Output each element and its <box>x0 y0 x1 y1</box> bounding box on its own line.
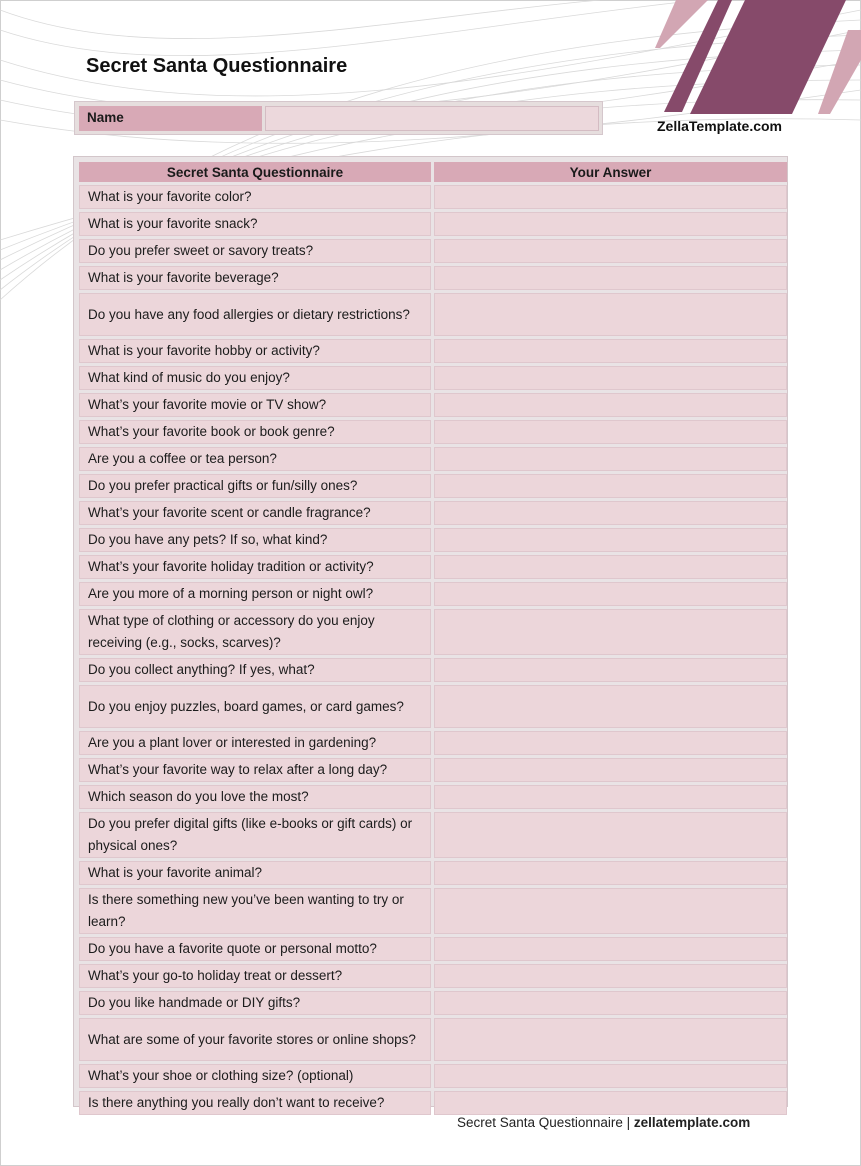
questionnaire-table-container <box>73 156 788 1110</box>
question-cell: What’s your shoe or clothing size? (optional) <box>79 1064 431 1088</box>
answer-cell[interactable] <box>434 528 787 552</box>
question-cell: Is there anything you really don’t want to receive? <box>79 1091 431 1115</box>
question-cell: What are some of your favorite stores or online shops? <box>79 1018 431 1061</box>
table-row <box>79 1018 787 1061</box>
table-row <box>79 474 787 498</box>
question-cell: Do you collect anything? If yes, what? <box>79 658 431 682</box>
table-row <box>79 991 787 1015</box>
answer-cell[interactable] <box>434 812 787 858</box>
answer-cell[interactable] <box>434 888 787 934</box>
answer-cell[interactable] <box>434 239 787 263</box>
table-row <box>79 888 787 934</box>
answer-cell[interactable] <box>434 1091 787 1115</box>
table-row <box>79 685 787 728</box>
table-row <box>79 366 787 390</box>
answer-cell[interactable] <box>434 185 787 209</box>
answer-cell[interactable] <box>434 785 787 809</box>
name-input[interactable] <box>265 106 599 131</box>
footer-website: zellatemplate.com <box>633 1115 751 1130</box>
table-row <box>79 212 787 236</box>
name-label: Name <box>79 106 262 131</box>
answer-cell[interactable] <box>434 609 787 655</box>
question-cell: Do you prefer digital gifts (like e-books or gift cards) or physical ones? <box>79 812 431 858</box>
answer-cell[interactable] <box>434 366 787 390</box>
question-cell: What type of clothing or accessory do you enjoy receiving (e.g., socks, scarves)? <box>79 609 431 655</box>
table-row <box>79 528 787 552</box>
answer-cell[interactable] <box>434 861 787 885</box>
table-row <box>79 731 787 755</box>
answer-cell[interactable] <box>434 1018 787 1061</box>
table-row <box>79 555 787 579</box>
question-cell: Do you have a favorite quote or personal motto? <box>79 937 431 961</box>
question-column-header: Secret Santa Questionnaire <box>79 162 431 182</box>
document-title: Secret Santa Questionnaire <box>86 55 348 77</box>
table-row <box>79 185 787 209</box>
answer-cell[interactable] <box>434 339 787 363</box>
question-cell: What is your favorite color? <box>79 185 431 209</box>
answer-cell[interactable] <box>434 964 787 988</box>
question-cell: Are you a coffee or tea person? <box>79 447 431 471</box>
question-cell: Is there something new you’ve been wanting to try or learn? <box>79 888 431 934</box>
table-row <box>79 420 787 444</box>
name-section <box>74 101 603 135</box>
table-row <box>79 293 787 336</box>
question-cell: Do you enjoy puzzles, board games, or card games? <box>79 685 431 728</box>
question-cell: Do you have any pets? If so, what kind? <box>79 528 431 552</box>
question-cell: Are you more of a morning person or night owl? <box>79 582 431 606</box>
answer-cell[interactable] <box>434 758 787 782</box>
question-cell: What’s your favorite book or book genre? <box>79 420 431 444</box>
table-row <box>79 1064 787 1088</box>
question-cell: What’s your favorite holiday tradition or activity? <box>79 555 431 579</box>
table-row <box>79 964 787 988</box>
answer-cell[interactable] <box>434 582 787 606</box>
question-cell: What’s your favorite movie or TV show? <box>79 393 431 417</box>
table-row <box>79 239 787 263</box>
question-cell: What’s your go-to holiday treat or dessert? <box>79 964 431 988</box>
question-cell: Do you prefer practical gifts or fun/silly ones? <box>79 474 431 498</box>
table-row <box>79 609 787 655</box>
question-cell: Do you have any food allergies or dietary restrictions? <box>79 293 431 336</box>
table-row <box>79 266 787 290</box>
table-row <box>79 393 787 417</box>
table-header-row <box>79 162 787 182</box>
question-cell: What is your favorite animal? <box>79 861 431 885</box>
answer-cell[interactable] <box>434 501 787 525</box>
table-row <box>79 339 787 363</box>
table-row <box>79 658 787 682</box>
answer-cell[interactable] <box>434 212 787 236</box>
question-cell: What’s your favorite way to relax after a long day? <box>79 758 431 782</box>
question-cell: What is your favorite hobby or activity? <box>79 339 431 363</box>
answer-cell[interactable] <box>434 731 787 755</box>
question-cell: Are you a plant lover or interested in gardening? <box>79 731 431 755</box>
answer-column-header: Your Answer <box>434 162 787 182</box>
question-cell: Do you prefer sweet or savory treats? <box>79 239 431 263</box>
questionnaire-table <box>76 159 790 1118</box>
table-row <box>79 812 787 858</box>
table-row <box>79 861 787 885</box>
answer-cell[interactable] <box>434 420 787 444</box>
answer-cell[interactable] <box>434 293 787 336</box>
answer-cell[interactable] <box>434 658 787 682</box>
answer-cell[interactable] <box>434 555 787 579</box>
question-cell: Which season do you love the most? <box>79 785 431 809</box>
answer-cell[interactable] <box>434 266 787 290</box>
answer-cell[interactable] <box>434 474 787 498</box>
question-cell: What kind of music do you enjoy? <box>79 366 431 390</box>
question-cell: What is your favorite beverage? <box>79 266 431 290</box>
table-row <box>79 758 787 782</box>
brand-label: ZellaTemplate.com <box>657 118 783 134</box>
table-row <box>79 501 787 525</box>
table-row <box>79 1091 787 1115</box>
answer-cell[interactable] <box>434 447 787 471</box>
footer-separator: | <box>626 1115 631 1130</box>
table-row <box>79 937 787 961</box>
table-row <box>79 785 787 809</box>
answer-cell[interactable] <box>434 685 787 728</box>
table-row <box>79 582 787 606</box>
answer-cell[interactable] <box>434 1064 787 1088</box>
page-footer <box>457 1115 750 1130</box>
question-cell: What is your favorite snack? <box>79 212 431 236</box>
answer-cell[interactable] <box>434 393 787 417</box>
question-cell: Do you like handmade or DIY gifts? <box>79 991 431 1015</box>
footer-title: Secret Santa Questionnaire <box>457 1115 623 1130</box>
table-row <box>79 447 787 471</box>
answer-cell[interactable] <box>434 937 787 961</box>
answer-cell[interactable] <box>434 991 787 1015</box>
question-cell: What’s your favorite scent or candle fragrance? <box>79 501 431 525</box>
